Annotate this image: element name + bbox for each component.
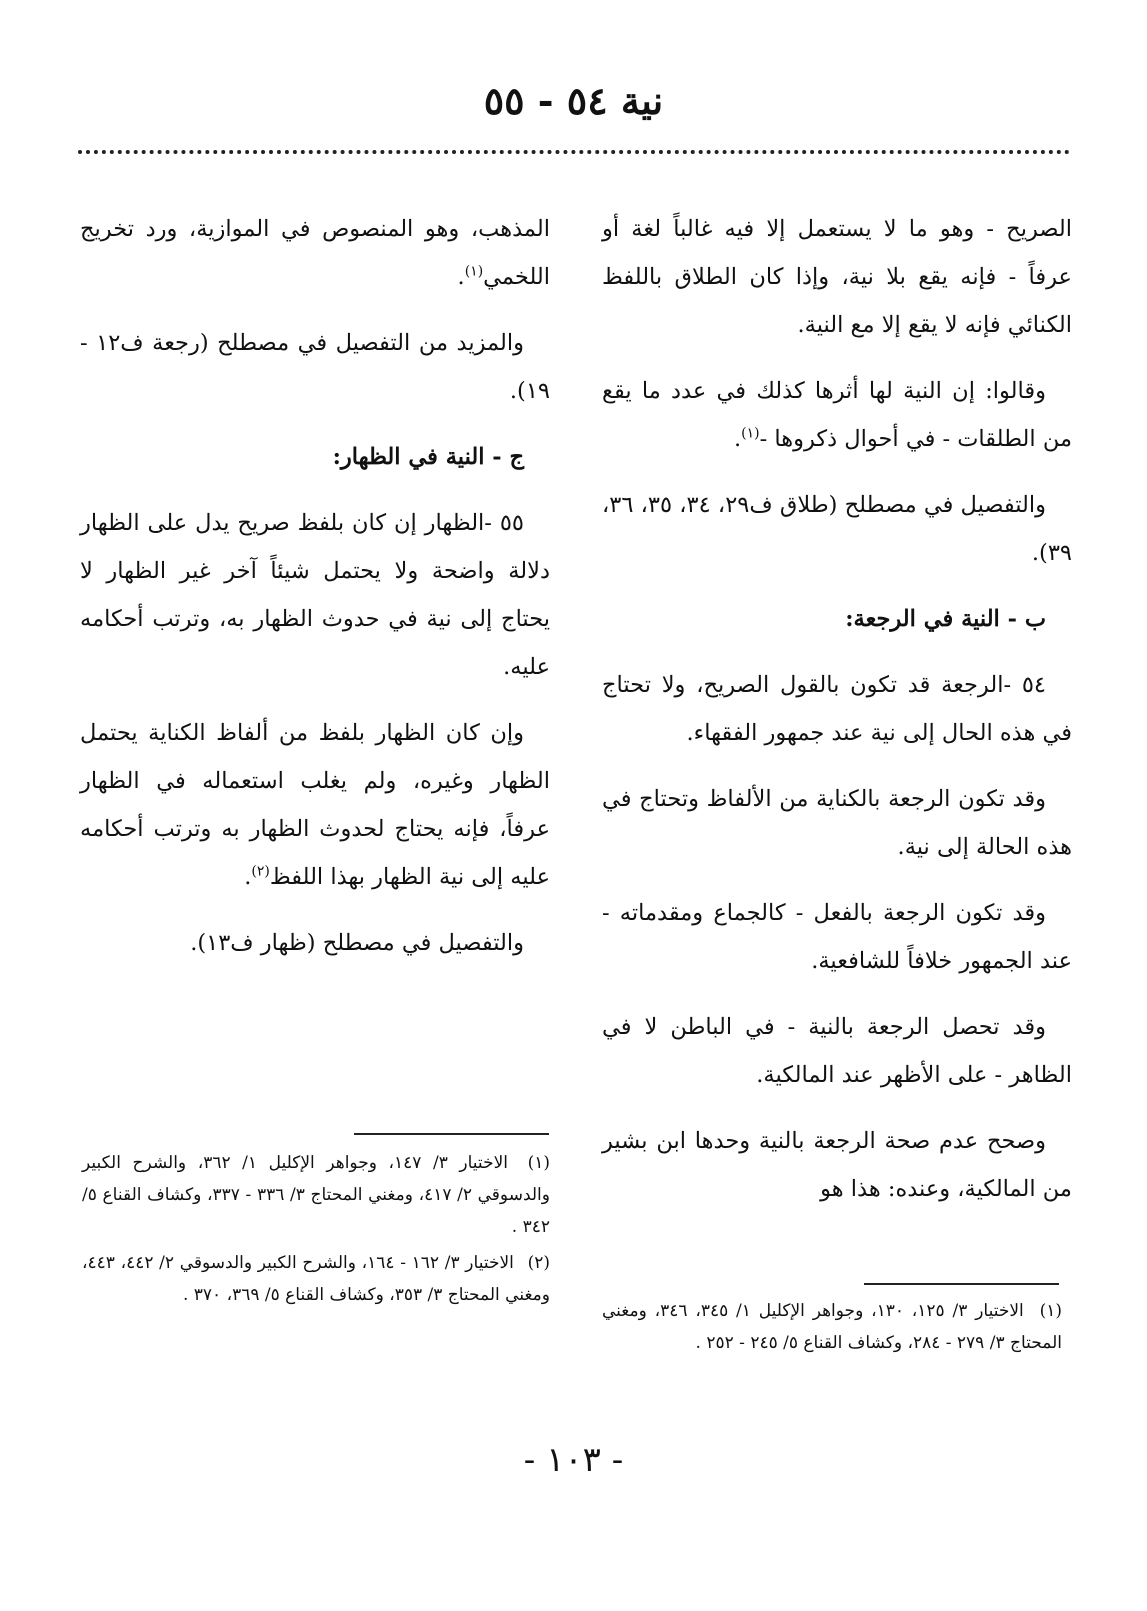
footnote [602,1295,1062,1359]
paragraph [80,919,550,967]
footnote-number: (١) [527,1153,550,1173]
paragraph-end: . [457,264,465,290]
paragraph [602,775,1072,871]
paragraph-text: وصحح عدم صحة الرجعة بالنية وحدها ابن بشير من المالكية، وعنده: هذا هو [602,1128,1072,1202]
footnote-ref: (١) [741,425,760,442]
paragraph [80,499,550,691]
footnotes-right [602,1295,1062,1363]
footnote-number: (١) [1039,1301,1063,1321]
paragraph [602,1003,1072,1099]
right-column [602,205,1072,1231]
paragraph-text: والتفصيل في مصطلح (ظهار ف١٣). [190,930,524,956]
footnote-number: (٢) [527,1253,550,1273]
header-divider [78,150,1070,154]
left-column [80,205,550,985]
paragraph-text: وقد تحصل الرجعة بالنية - في الباطن لا في الظاهر - على الأظهر عند المالكية. [602,1014,1072,1088]
paragraph [602,481,1072,577]
page-title: نية ٥٤ - ٥٥ [483,78,664,123]
paragraph [80,205,550,301]
footnotes-left [82,1147,550,1315]
section-heading: ب - النية في الرجعة: [845,606,1046,632]
footnote-text: الاختيار ٣/ ١٢٥، ١٣٠، وجواهر الإكليل ١/ ٣٤٥، ٣٤٦، ومغني المحتاج ٣/ ٢٧٩ - ٢٨٤، وكشاف القناع ٥/ ٢٤٥ - ٢٥٢ . [602,1301,1062,1353]
paragraph [80,709,550,901]
paragraph-text: وقد تكون الرجعة بالكناية من الألفاظ وتحتاج في هذه الحالة إلى نية. [602,786,1072,860]
paragraph-text: والمزيد من التفصيل في مصطلح (رجعة ف١٢ - ١٩). [80,330,550,404]
paragraph [602,1117,1072,1213]
paragraph [602,205,1072,349]
footnote-divider [864,1283,1059,1285]
footnote-ref: (١) [464,263,484,280]
footnote-text: الاختيار ٣/ ١٦٢ - ١٦٤، والشرح الكبير والدسوقي ٢/ ٤٤٢، ٤٤٣، ومغني المحتاج ٣/ ٣٥٣، وكشاف القناع ٥/ ٣٦٩، ٣٧٠ . [82,1253,550,1305]
page-number: - ١٠٣ - [523,1440,624,1480]
paragraph-text: وإن كان الظهار بلفظ من ألفاظ الكناية يحتمل الظهار وغيره، ولم يغلب استعماله في الظهار عرفاً، فإنه يحتاج لحدوث الظهار به وترتب أحكامه عليه إلى نية الظهار بهذا اللفظ [80,720,550,890]
paragraph-end: . [244,864,252,890]
footnote [82,1147,550,1243]
footnote-divider [354,1133,549,1135]
paragraph-text: وقد تكون الرجعة بالفعل - كالجماع ومقدماته - عند الجمهور خلافاً للشافعية. [602,900,1072,974]
paragraph-text: الصريح - وهو ما لا يستعمل إلا فيه غالباً لغة أو عرفاً - فإنه يقع بلا نية، وإذا كان الطلاق باللفظ الكنائي فإنه لا يقع إلا مع النية. [602,216,1072,338]
section-heading: ج - النية في الظهار: [332,444,524,470]
footnote [82,1247,550,1311]
footnote-text: الاختيار ٣/ ١٤٧، وجواهر الإكليل ١/ ٣٦٢، والشرح الكبير والدسوقي ٢/ ٤١٧، ومغني المحتاج ٣/ ٣٣٦ - ٣٣٧، وكشاف القناع ٥/ ٣٤٢ . [82,1153,550,1237]
paragraph-text: وقالوا: إن النية لها أثرها كذلك في عدد ما يقع من الطلقات - في أحوال ذكروها - [602,378,1072,452]
page-header [0,78,1147,123]
footnote-ref: (٢) [251,863,270,880]
paragraph [602,889,1072,985]
paragraph [80,319,550,415]
paragraph-text: والتفصيل في مصطلح (طلاق ف٢٩، ٣٤، ٣٥، ٣٦، ٣٩). [602,492,1072,566]
paragraph [602,661,1072,757]
paragraph-end: . [734,426,742,452]
paragraph-text: المذهب، وهو المنصوص في الموازية، ورد تخريج اللخمي [80,216,550,290]
paragraph [602,367,1072,463]
paragraph-text: ٥٤ -الرجعة قد تكون بالقول الصريح، ولا تحتاج في هذه الحال إلى نية عند جمهور الفقهاء. [602,672,1072,746]
paragraph-text: ٥٥ -الظهار إن كان بلفظ صريح يدل على الظهار دلالة واضحة ولا يحتمل شيئاً آخر غير الظهار لا يحتاج إلى نية في حدوث الظهار به، وترتب أحكامه عليه. [80,510,550,680]
